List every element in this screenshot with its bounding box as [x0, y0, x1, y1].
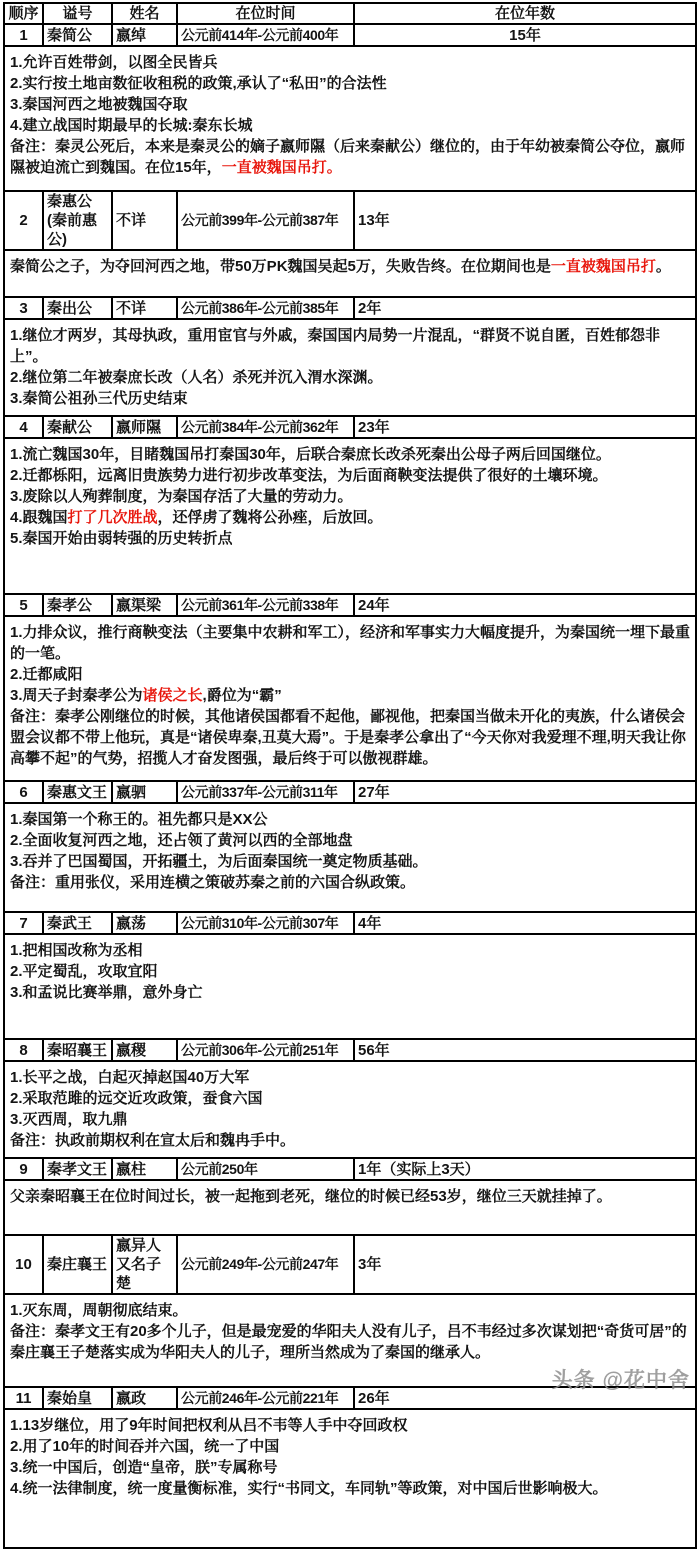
text-segment: 4.建立战国时期最早的长城:秦东长城	[10, 117, 253, 134]
ruler-10-info-row	[4, 1235, 696, 1294]
years-cell: 15年	[354, 24, 696, 46]
text-segment: 3.秦简公祖孙三代历史结束	[10, 390, 188, 407]
text-segment: 父亲秦昭襄王在位时间过长，被一起拖到老死，继位的时候已经53岁，继位三天就挂掉了。	[10, 1188, 612, 1205]
ruler-6-content-row	[4, 803, 696, 912]
title-cell: 秦孝公	[43, 594, 112, 616]
title-cell: 秦始皇	[43, 1387, 112, 1409]
text-segment: 3.秦国河西之地被魏国夺取	[10, 96, 188, 113]
header-name: 姓名	[112, 3, 177, 24]
name-cell: 嬴绰	[112, 24, 177, 46]
period-cell: 公元前414年-公元前400年	[177, 24, 354, 46]
content-cell	[4, 616, 696, 781]
content-line	[10, 1186, 690, 1207]
title-cell: 秦武王	[43, 912, 112, 934]
text-segment: 备注：重用张仪，采用连横之策破苏秦之前的六国合纵政策。	[10, 874, 416, 891]
name-cell: 嬴渠梁	[112, 594, 177, 616]
content-line	[10, 622, 690, 664]
years-cell: 1年（实际上3天）	[354, 1158, 696, 1180]
text-segment: 1.继位才两岁，其母执政，重用宦官与外戚，秦国国内局势一片混乱，“群贤不说自匿，百姓郁怨非上”。	[10, 327, 661, 365]
content-cell	[4, 803, 696, 912]
content-cell	[4, 319, 696, 416]
order-cell: 1	[4, 24, 43, 46]
content-line	[10, 851, 690, 872]
ruler-5-content-row	[4, 616, 696, 781]
content-line	[10, 325, 690, 367]
content-line	[10, 136, 690, 178]
content-line	[10, 444, 690, 465]
text-segment: 1.灭东周，周朝彻底结束。	[10, 1302, 188, 1319]
qin-rulers-table	[3, 2, 697, 1549]
highlighted-text: 诸侯之长	[142, 687, 203, 704]
ruler-9-info-row	[4, 1158, 696, 1180]
period-cell: 公元前249年-公元前247年	[177, 1235, 354, 1294]
name-cell: 不详	[112, 297, 177, 319]
order-cell: 7	[4, 912, 43, 934]
header-period: 在位时间	[177, 3, 354, 24]
content-line	[10, 256, 690, 277]
content-line	[10, 872, 690, 893]
ruler-1-content-row	[4, 46, 696, 191]
highlighted-text: 打了几次胜战	[67, 509, 158, 526]
qin-rulers-page	[0, 2, 700, 1497]
content-line	[10, 685, 690, 706]
content-line	[10, 982, 690, 1003]
ruler-7-info-row	[4, 912, 696, 934]
period-cell: 公元前386年-公元前385年	[177, 297, 354, 319]
text-segment: 2.全面收复河西之地，还占领了黄河以西的全部地盘	[10, 832, 353, 849]
content-line	[10, 1436, 690, 1457]
text-segment: 1.13岁继位，用了9年时间把权利从吕不韦等人手中夺回政权	[10, 1417, 408, 1434]
content-cell	[4, 934, 696, 1039]
ruler-4-content-row	[4, 438, 696, 594]
period-cell: 公元前310年-公元前307年	[177, 912, 354, 934]
name-cell: 嬴政	[112, 1387, 177, 1409]
text-segment: 2.用了10年的时间吞并六国，统一了中国	[10, 1438, 280, 1455]
years-cell: 24年	[354, 594, 696, 616]
period-cell: 公元前246年-公元前221年	[177, 1387, 354, 1409]
content-line	[10, 809, 690, 830]
period-cell: 公元前250年	[177, 1158, 354, 1180]
header-years: 在位年数	[354, 3, 696, 24]
text-segment: 2.实行按土地亩数征收租税的政策,承认了“私田”的合法性	[10, 75, 387, 92]
content-line	[10, 388, 690, 409]
title-cell: 秦昭襄王	[43, 1039, 112, 1061]
title-cell: 秦简公	[43, 24, 112, 46]
text-segment: 1.允许百姓带剑，以图全民皆兵	[10, 54, 218, 71]
years-cell: 4年	[354, 912, 696, 934]
text-segment: 2.采取范雎的远交近攻政策，蚕食六国	[10, 1090, 263, 1107]
name-cell: 嬴异人又名子楚	[112, 1235, 177, 1294]
title-cell: 秦惠公(秦前惠公)	[43, 191, 112, 250]
content-line	[10, 1321, 690, 1363]
years-cell: 26年	[354, 1387, 696, 1409]
period-cell: 公元前337年-公元前311年	[177, 781, 354, 803]
name-cell: 嬴荡	[112, 912, 177, 934]
content-line	[10, 1067, 690, 1088]
content-line	[10, 1109, 690, 1130]
order-cell: 6	[4, 781, 43, 803]
text-segment: 3.和孟说比赛举鼎，意外身亡	[10, 984, 203, 1001]
title-cell: 秦孝文王	[43, 1158, 112, 1180]
ruler-3-info-row	[4, 297, 696, 319]
order-cell: 8	[4, 1039, 43, 1061]
name-cell: 嬴稷	[112, 1039, 177, 1061]
ruler-3-content-row	[4, 319, 696, 416]
years-cell: 3年	[354, 1235, 696, 1294]
text-segment: 4.统一法律制度，统一度量衡标准，实行“书同文，车同轨”等政策，对中国后世影响极大。	[10, 1480, 608, 1497]
content-line	[10, 706, 690, 769]
content-line	[10, 1457, 690, 1478]
content-line	[10, 1130, 690, 1151]
ruler-8-info-row	[4, 1039, 696, 1061]
text-segment: 秦简公之子，为夺回河西之地，带50万PK魏国吴起5万，失败告终。在位期间也是	[10, 258, 551, 275]
name-cell: 嬴驷	[112, 781, 177, 803]
period-cell: 公元前384年-公元前362年	[177, 416, 354, 438]
text-segment: 备注：秦孝公刚继位的时候，其他诸侯国都看不起他，鄙视他，把秦国当做未开化的夷族，什么诸侯会盟会议都不带上他玩，真是“诸侯卑秦,丑莫大焉”。于是秦孝公拿出了“今天你对我爱理不理,明天我让你高攀不起”的气势，招揽人才奋发图强，最后终于可以傲视群雄。	[10, 708, 686, 767]
content-line	[10, 73, 690, 94]
content-line	[10, 940, 690, 961]
ruler-8-content-row	[4, 1061, 696, 1158]
ruler-6-info-row	[4, 781, 696, 803]
title-cell: 秦惠文王	[43, 781, 112, 803]
ruler-10-content-row	[4, 1294, 696, 1387]
ruler-5-info-row	[4, 594, 696, 616]
text-segment: 2.迁都栎阳，远离旧贵族势力进行初步改革变法，为后面商鞅变法提供了很好的土壤环境。	[10, 467, 608, 484]
text-segment: 1.秦国第一个称王的。祖先都只是XX公	[10, 811, 268, 828]
years-cell: 56年	[354, 1039, 696, 1061]
text-segment: 1.把相国改称为丞相	[10, 942, 143, 959]
text-segment: 1.长平之战，白起灭掉赵国40万大军	[10, 1069, 250, 1086]
text-segment: 3.周天子封秦孝公为	[10, 687, 143, 704]
text-segment: 备注：执政前期权利在宣太后和魏冉手中。	[10, 1132, 296, 1149]
content-line	[10, 115, 690, 136]
years-cell: 27年	[354, 781, 696, 803]
period-cell: 公元前306年-公元前251年	[177, 1039, 354, 1061]
header-title: 谥号	[43, 3, 112, 24]
content-line	[10, 507, 690, 528]
order-cell: 10	[4, 1235, 43, 1294]
title-cell: 秦献公	[43, 416, 112, 438]
content-line	[10, 1415, 690, 1436]
content-line	[10, 486, 690, 507]
content-cell	[4, 1294, 696, 1387]
content-line	[10, 528, 690, 549]
header-order: 顺序	[4, 3, 43, 24]
ruler-2-content-row	[4, 250, 696, 297]
order-cell: 3	[4, 297, 43, 319]
highlighted-text: 一直被魏国吊打	[550, 258, 656, 275]
text-segment: 2.平定蜀乱，攻取宜阳	[10, 963, 158, 980]
text-segment: 1.流亡魏国30年，目睹魏国吊打秦国30年，后联合秦庶长改杀死秦出公母子两后回国继位。	[10, 446, 611, 463]
text-segment: 5.秦国开始由弱转强的历史转折点	[10, 530, 233, 547]
name-cell: 不详	[112, 191, 177, 250]
years-cell: 13年	[354, 191, 696, 250]
content-line	[10, 1478, 690, 1499]
content-line	[10, 367, 690, 388]
ruler-11-content-row	[4, 1409, 696, 1548]
text-segment: 备注：秦灵公死后，本来是秦灵公的嫡子嬴师隰（后来秦献公）继位的，由于年幼被秦简公夺位，嬴师隰被迫流亡到魏国。在位15年，	[10, 138, 686, 176]
period-cell: 公元前399年-公元前387年	[177, 191, 354, 250]
text-segment: ,爵位为“霸”	[202, 687, 282, 704]
content-cell	[4, 250, 696, 297]
order-cell: 11	[4, 1387, 43, 1409]
text-segment: 3.吞并了巴国蜀国，开拓疆土，为后面秦国统一奠定物质基础。	[10, 853, 428, 870]
text-segment: 2.迁都咸阳	[10, 666, 83, 683]
content-cell	[4, 1180, 696, 1235]
content-line	[10, 52, 690, 73]
ruler-11-info-row	[4, 1387, 696, 1409]
title-cell: 秦出公	[43, 297, 112, 319]
ruler-7-content-row	[4, 934, 696, 1039]
header-row	[4, 3, 696, 24]
content-cell	[4, 438, 696, 594]
text-segment: 2.继位第二年被秦庶长改（人名）杀死并沉入渭水深渊。	[10, 369, 383, 386]
content-line	[10, 664, 690, 685]
content-cell	[4, 1409, 696, 1548]
content-line	[10, 94, 690, 115]
text-segment: 3.统一中国后，创造“皇帝，朕”专属称号	[10, 1459, 278, 1476]
content-line	[10, 1300, 690, 1321]
text-segment: 备注：秦孝文王有20多个儿子，但是最宠爱的华阳夫人没有儿子，吕不韦经过多次谋划把“奇货可居”的秦庄襄王子楚落实成为华阳夫人的儿子，理所当然成为了秦国的继承人。	[10, 1323, 687, 1361]
period-cell: 公元前361年-公元前338年	[177, 594, 354, 616]
text-segment: 1.力排众议，推行商鞅变法（主要集中农耕和军工），经济和军事实力大幅度提升，为秦国统一埋下最重的一笔。	[10, 624, 691, 662]
content-line	[10, 465, 690, 486]
content-cell	[4, 46, 696, 191]
watermark: 头条 @花中舍	[551, 1369, 690, 1392]
order-cell: 4	[4, 416, 43, 438]
title-cell: 秦庄襄王	[43, 1235, 112, 1294]
order-cell: 5	[4, 594, 43, 616]
highlighted-text: 一直被魏国吊打。	[221, 159, 342, 176]
order-cell: 9	[4, 1158, 43, 1180]
content-cell	[4, 1061, 696, 1158]
text-segment: ，还俘虏了魏将公孙痤，后放回。	[157, 509, 383, 526]
text-segment: 。	[655, 258, 671, 275]
ruler-2-info-row	[4, 191, 696, 250]
name-cell: 嬴柱	[112, 1158, 177, 1180]
text-segment: 4.跟魏国	[10, 509, 68, 526]
order-cell: 2	[4, 191, 43, 250]
content-line	[10, 830, 690, 851]
name-cell: 嬴师隰	[112, 416, 177, 438]
years-cell: 2年	[354, 297, 696, 319]
years-cell: 23年	[354, 416, 696, 438]
ruler-4-info-row	[4, 416, 696, 438]
text-segment: 3.废除以人殉葬制度，为秦国存活了大量的劳动力。	[10, 488, 353, 505]
content-line	[10, 961, 690, 982]
ruler-9-content-row	[4, 1180, 696, 1235]
ruler-1-info-row	[4, 24, 696, 46]
content-line	[10, 1088, 690, 1109]
text-segment: 3.灭西周，取九鼎	[10, 1111, 128, 1128]
table-body	[4, 24, 696, 1548]
